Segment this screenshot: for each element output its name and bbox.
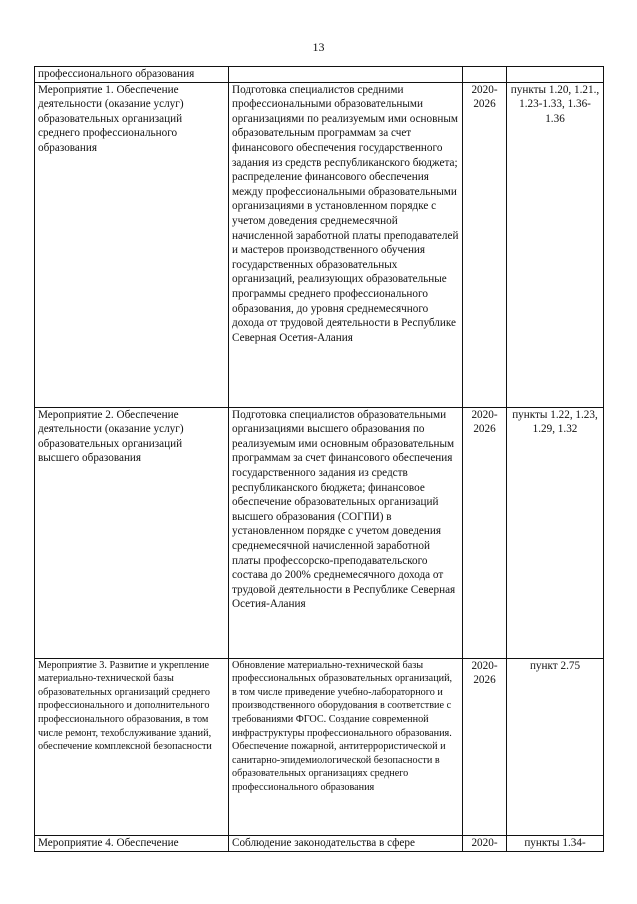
items-cell: пункт 2.75 bbox=[507, 658, 604, 835]
measure-cell: профессионального образования bbox=[35, 67, 229, 83]
table-row bbox=[35, 407, 604, 658]
measure-cell: Мероприятие 1. Обеспечение деятельности (оказание услуг) образовательных организаций среднего профессионального образования bbox=[35, 82, 229, 407]
table-row bbox=[35, 835, 604, 851]
table-row bbox=[35, 658, 604, 835]
items-cell: пункты 1.20, 1.21., 1.23-1.33, 1.36-1.36 bbox=[507, 82, 604, 407]
result-cell: Соблюдение законодательства в сфере bbox=[229, 835, 463, 851]
items-cell: пункты 1.34- bbox=[507, 835, 604, 851]
result-cell: Обновление материально-технической базы профессиональных образовательных организаций, в том числе приведение учебно-лабораторного и производственного оборудования в соответствие с требованиями ФГОС. Создание современной инфраструктуры профессионального образования. Обеспечение пожарной, антитеррористической и санитарно-эпидемиологической безопасности в образовательных организациях среднего профессионального образования bbox=[229, 658, 463, 835]
term-cell bbox=[463, 67, 507, 83]
term-cell: 2020-2026 bbox=[463, 407, 507, 658]
term-cell: 2020-2026 bbox=[463, 658, 507, 835]
program-measures-table bbox=[34, 66, 604, 852]
result-cell: Подготовка специалистов средними профессиональными образовательными организациями по реализуемым ими основным образовательным программам за счет финансового обеспечения государственного задания из средств республиканского бюджета; распределение финансового обеспечения между профессиональными образовательными организациями в установленном порядке с учетом доведения среднемесячной начисленной заработной платы преподавателей и мастеров производственного обучения государственных образовательных организаций, реализующих образовательные программы среднего профессионального образования, до уровня среднемесячного дохода от трудовой деятельности в Республике Северная Осетия-Алания bbox=[229, 82, 463, 407]
measure-cell: Мероприятие 4. Обеспечение bbox=[35, 835, 229, 851]
result-cell bbox=[229, 67, 463, 83]
items-cell: пункты 1.22, 1.23, 1.29, 1.32 bbox=[507, 407, 604, 658]
term-cell: 2020- bbox=[463, 835, 507, 851]
measure-cell: Мероприятие 3. Развитие и укрепление материально-технической базы образовательных организаций среднего профессионального и дополнительного профессионального образования, в том числе ремонт, техобслуживание зданий, обеспечение комплексной безопасности bbox=[35, 658, 229, 835]
page-number: 13 bbox=[312, 40, 325, 54]
term-cell: 2020-2026 bbox=[463, 82, 507, 407]
measure-cell: Мероприятие 2. Обеспечение деятельности (оказание услуг) образовательных организаций высшего образования bbox=[35, 407, 229, 658]
table-row bbox=[35, 67, 604, 83]
result-cell: Подготовка специалистов образовательными организациями высшего образования по реализуемым ими основным образовательным программам за счет финансового обеспечения государственного задания из средств республиканского бюджета; финансовое обеспечение образовательных организаций высшего образования (СОГПИ) в установленном порядке с учетом доведения среднемесячной начисленной заработной платы профессорско-преподавательского состава до 200% среднемесячного дохода от трудовой деятельности в Республике Северная Осетия-Алания bbox=[229, 407, 463, 658]
items-cell bbox=[507, 67, 604, 83]
table-row bbox=[35, 82, 604, 407]
